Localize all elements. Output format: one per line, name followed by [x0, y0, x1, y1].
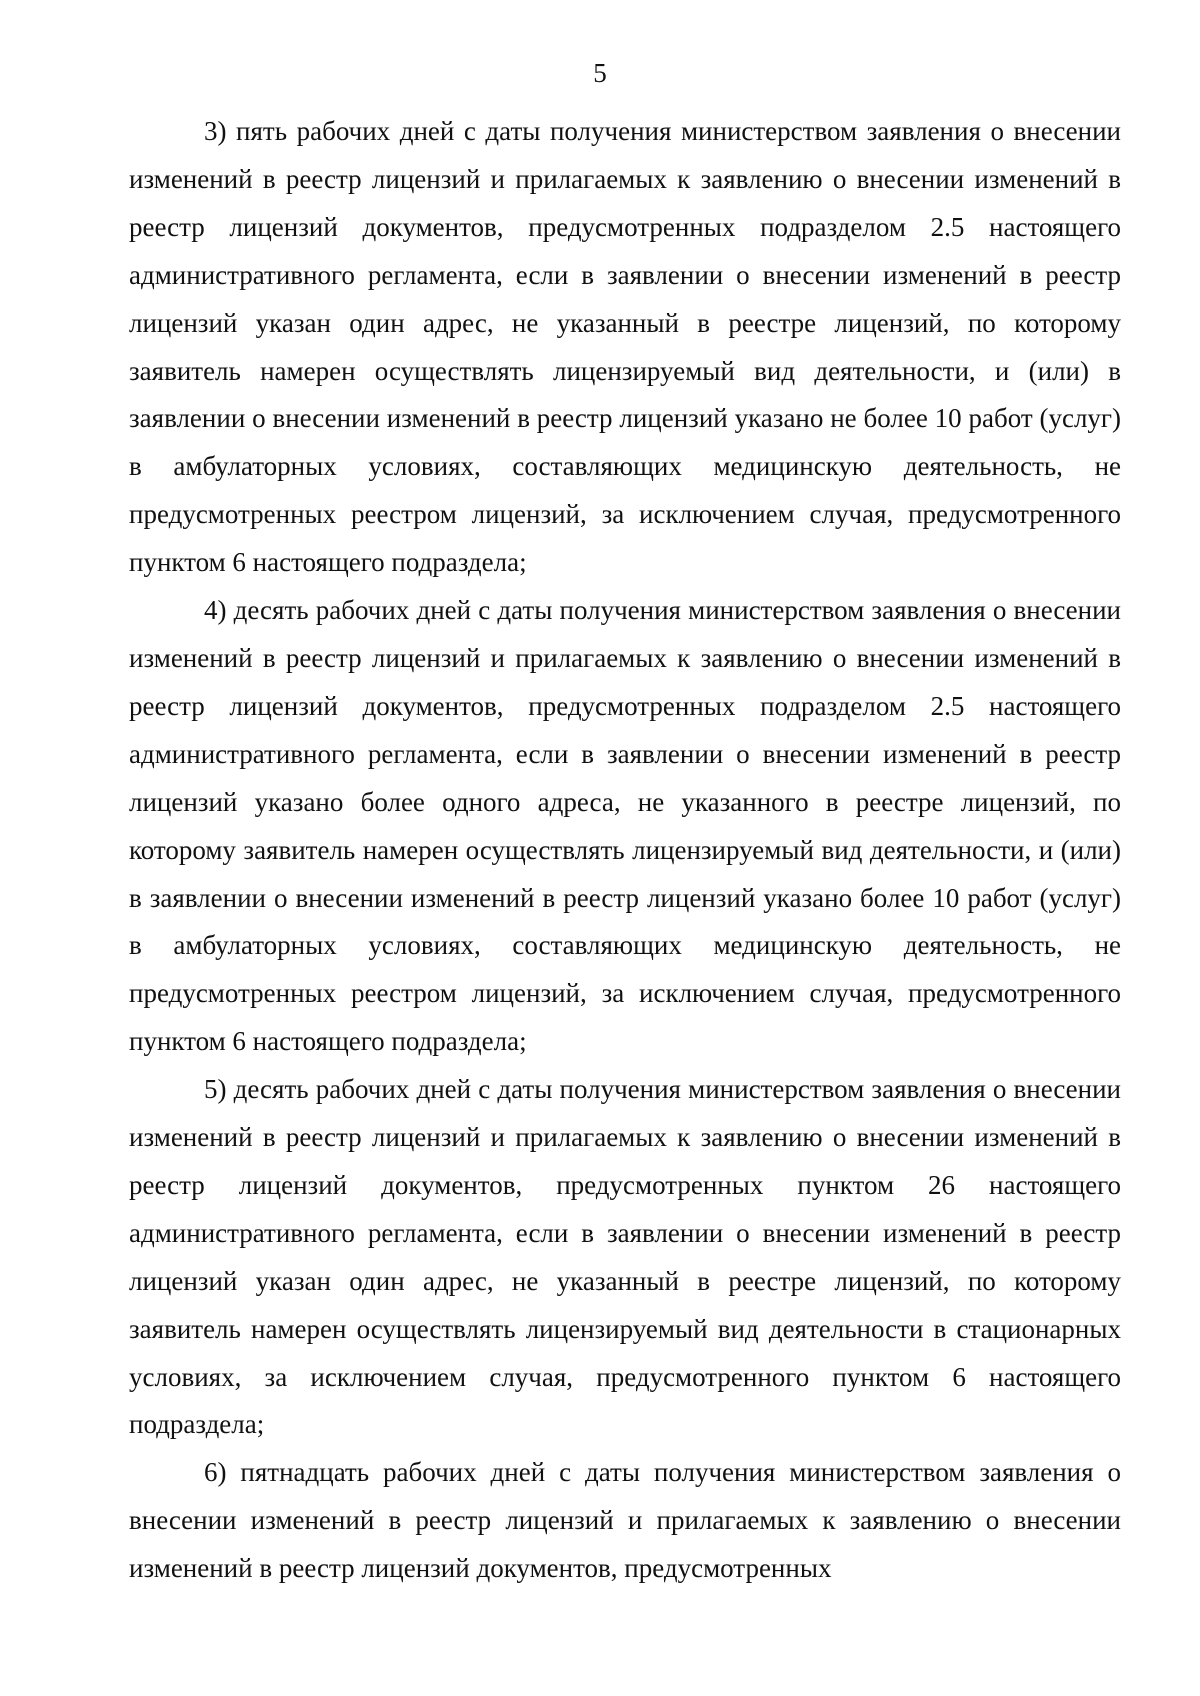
page-number: 5	[593, 58, 607, 88]
document-body	[129, 108, 1121, 1593]
paragraph-item-3: 3) пять рабочих дней с даты получения министерством заявления о внесении изменений в реестр лицензий и прилагаемых к заявлению о внесении изменений в реестр лицензий документов, предусмотренных подразделом 2.5 настоящего административного регламента, если в заявлении о внесении изменений в реестр лицензий указан один адрес, не указанный в реестре лицензий, по которому заявитель намерен осуществлять лицензируемый вид деятельности, и (или) в заявлении о внесении изменений в реестр лицензий указано не более 10 работ (услуг) в амбулаторных условиях, составляющих медицинскую деятельность, не предусмотренных реестром лицензий, за исключением случая, предусмотренного пунктом 6 настоящего подраздела;	[129, 116, 1121, 578]
paragraph-item-4: 4) десять рабочих дней с даты получения министерством заявления о внесении изменений в реестр лицензий и прилагаемых к заявлению о внесении изменений в реестр лицензий документов, предусмотренных подразделом 2.5 настоящего административного регламента, если в заявлении о внесении изменений в реестр лицензий указано более одного адреса, не указанного в реестре лицензий, по которому заявитель намерен осуществлять лицензируемый вид деятельности, и (или) в заявлении о внесении изменений в реестр лицензий указано более 10 работ (услуг) в амбулаторных условиях, составляющих медицинскую деятельность, не предусмотренных реестром лицензий, за исключением случая, предусмотренного пунктом 6 настоящего подраздела;	[129, 595, 1121, 1057]
paragraph-item-6: 6) пятнадцать рабочих дней с даты получения министерством заявления о внесении изменений в реестр лицензий и прилагаемых к заявлению о внесении изменений в реестр лицензий документов, предусмотренных	[129, 1457, 1121, 1584]
paragraph-item-5: 5) десять рабочих дней с даты получения министерством заявления о внесении изменений в реестр лицензий и прилагаемых к заявлению о внесении изменений в реестр лицензий документов, предусмотренных пунктом 26 настоящего административного регламента, если в заявлении о внесении изменений в реестр лицензий указан один адрес, не указанный в реестре лицензий, по которому заявитель намерен осуществлять лицензируемый вид деятельности в стационарных условиях, за исключением случая, предусмотренного пунктом 6 настоящего подраздела;	[129, 1074, 1121, 1440]
